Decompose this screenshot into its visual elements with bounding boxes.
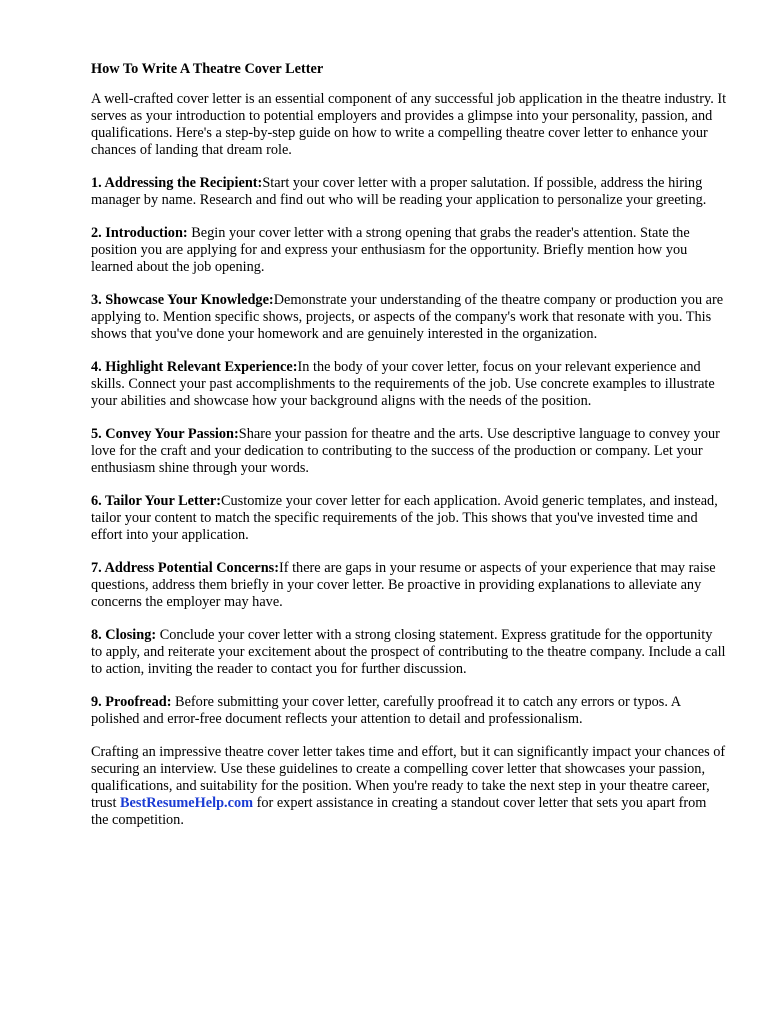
step-heading: 8. Closing:: [91, 627, 157, 643]
step-text: If there are gaps in your resume or aspects of your experience that may raise questions, address them briefly in your cover letter. Be proactive in providing explanations to alleviate any concerns the employer may have.: [91, 560, 716, 610]
step-paragraph: [91, 694, 727, 728]
step-text: Customize your cover letter for each application. Avoid generic templates, and instead, tailor your content to match the specific requirements of the job. This shows that you've invested time and effort into your application.: [91, 493, 718, 543]
step-text: Begin your cover letter with a strong opening that grabs the reader's attention. State the position you are applying for and express your enthusiasm for the opportunity. Briefly mention how you learned about the job opening.: [91, 225, 690, 275]
conclusion-paragraph: [91, 744, 727, 829]
best-resume-help-link[interactable]: BestResumeHelp.com: [120, 795, 254, 811]
step-heading: 2. Introduction:: [91, 225, 188, 241]
step-heading: 4. Highlight Relevant Experience:: [91, 359, 298, 375]
conclusion-text-before: Crafting an impressive theatre cover letter takes time and effort, but it can significantly impact your chances of securing an interview. Use these guidelines to create a compelling cover letter that showcases your passion, qualifications, and suitability for the position. When you're ready to take the next step in your theatre career, trust: [91, 744, 726, 811]
step-heading: 6. Tailor Your Letter:: [91, 493, 221, 509]
step-text: Demonstrate your understanding of the theatre company or production you are applying to. Mention specific shows, projects, or aspects of the company's work that resonate with you. This shows that you've done your homework and are genuinely interested in the organization.: [91, 292, 724, 342]
step-heading: 5. Convey Your Passion:: [91, 426, 239, 442]
step-paragraph: [91, 292, 727, 343]
step-heading: 7. Address Potential Concerns:: [91, 560, 279, 576]
intro-paragraph: A well-crafted cover letter is an essential component of any successful job application in the theatre industry. It serves as your introduction to potential employers and provides a glimpse into your personality, passion, and qualifications. Here's a step-by-step guide on how to write a compelling theatre cover letter to enhance your chances of landing that dream role.: [91, 91, 727, 158]
step-text: Share your passion for theatre and the arts. Use descriptive language to convey your love for the craft and your dedication to contributing to the success of the production or company. Let your enthusiasm shine through your words.: [91, 426, 720, 476]
step-heading: 3. Showcase Your Knowledge:: [91, 292, 274, 308]
step-paragraph: [91, 560, 727, 611]
document-page: [91, 61, 727, 845]
step-text: Start your cover letter with a proper salutation. If possible, address the hiring manager by name. Research and find out who will be reading your application to personalize your greeting.: [91, 175, 707, 208]
step-heading: 1. Addressing the Recipient:: [91, 175, 263, 191]
document-title: How To Write A Theatre Cover Letter: [91, 61, 324, 77]
step-paragraph: [91, 627, 727, 678]
step-text: Before submitting your cover letter, carefully proofread it to catch any errors or typos. A polished and error-free document reflects your attention to detail and professionalism.: [91, 694, 681, 727]
step-paragraph: [91, 175, 727, 209]
step-heading: 9. Proofread:: [91, 694, 172, 710]
step-paragraph: [91, 493, 727, 544]
step-text: In the body of your cover letter, focus on your relevant experience and skills. Connect your past accomplishments to the requirements of the job. Use concrete examples to illustrate your abilities and showcase how your background aligns with the needs of the position.: [91, 359, 715, 409]
conclusion-text-after: for expert assistance in creating a standout cover letter that sets you apart from the competition.: [91, 795, 707, 828]
step-paragraph: [91, 225, 727, 276]
step-paragraph: [91, 359, 727, 410]
step-text: Conclude your cover letter with a strong closing statement. Express gratitude for the opportunity to apply, and reiterate your excitement about the prospect of contributing to the theatre company. Include a call to action, inviting the reader to contact you for further discussion.: [91, 627, 726, 677]
step-paragraph: [91, 426, 727, 477]
